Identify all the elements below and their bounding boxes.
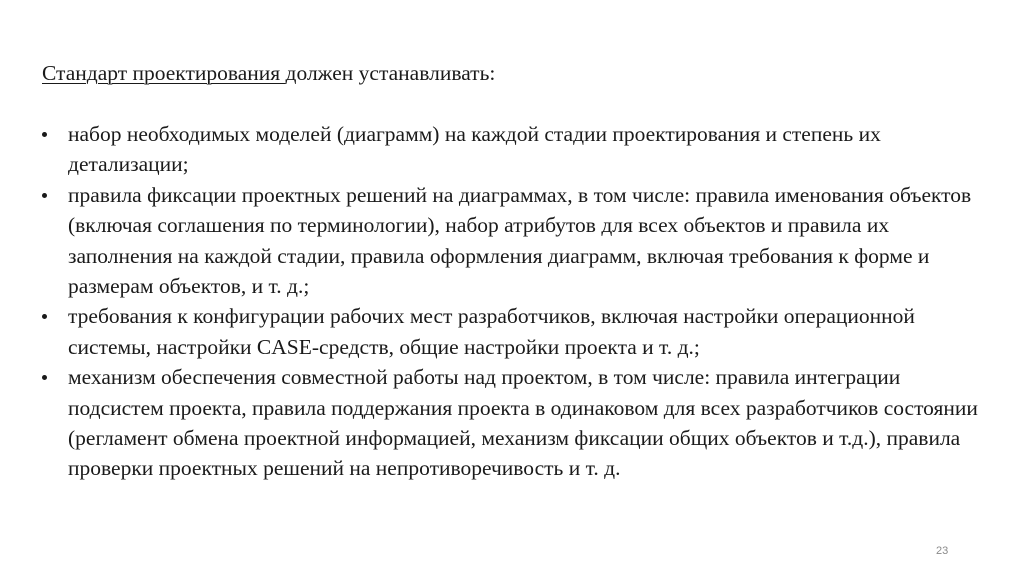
bullet-text: правила фиксации проектных решений на диаграммах, в том числе: правила именования объектов (включая соглашения по терминологии), набор атрибутов для всех объектов и правила их заполнения на каждой стадии, правила оформления диаграмм, включая требования к форме и размерам объектов, и т. д.; <box>68 182 972 299</box>
bullet-item-models <box>42 119 992 180</box>
page-number: 23 <box>936 545 949 557</box>
bullet-dot-icon <box>42 314 47 319</box>
heading-rest: должен устанавливать: <box>285 61 496 85</box>
bullet-text: механизм обеспечения совместной работы над проектом, в том числе: правила интеграции подсистем проекта, правила поддержания проекта в одинаковом для всех разработчиков состоянии (регламент обмена проектной информацией, механизм фиксации общих объектов и т.д.), правила проверки проектных решений на непротиворечивость и т. д. <box>68 365 978 481</box>
bullet-text: набор необходимых моделей (диаграмм) на каждой стадии проектирования и степень их детализации; <box>68 122 881 177</box>
heading-underlined-term: Стандарт проектирования <box>42 61 286 85</box>
bullet-item-collaboration <box>42 362 992 484</box>
bullet-item-rules <box>42 180 992 302</box>
bullet-dot-icon <box>42 132 47 137</box>
bullet-item-workstation <box>42 301 992 362</box>
bullet-dot-icon <box>42 193 47 198</box>
bullet-dot-icon <box>42 375 47 380</box>
bullet-list <box>42 119 992 484</box>
bullet-text: требования к конфигурации рабочих мест разработчиков, включая настройки операционной системы, настройки CASE-средств, общие настройки проекта и т. д.; <box>68 304 915 359</box>
slide-heading <box>42 58 495 88</box>
